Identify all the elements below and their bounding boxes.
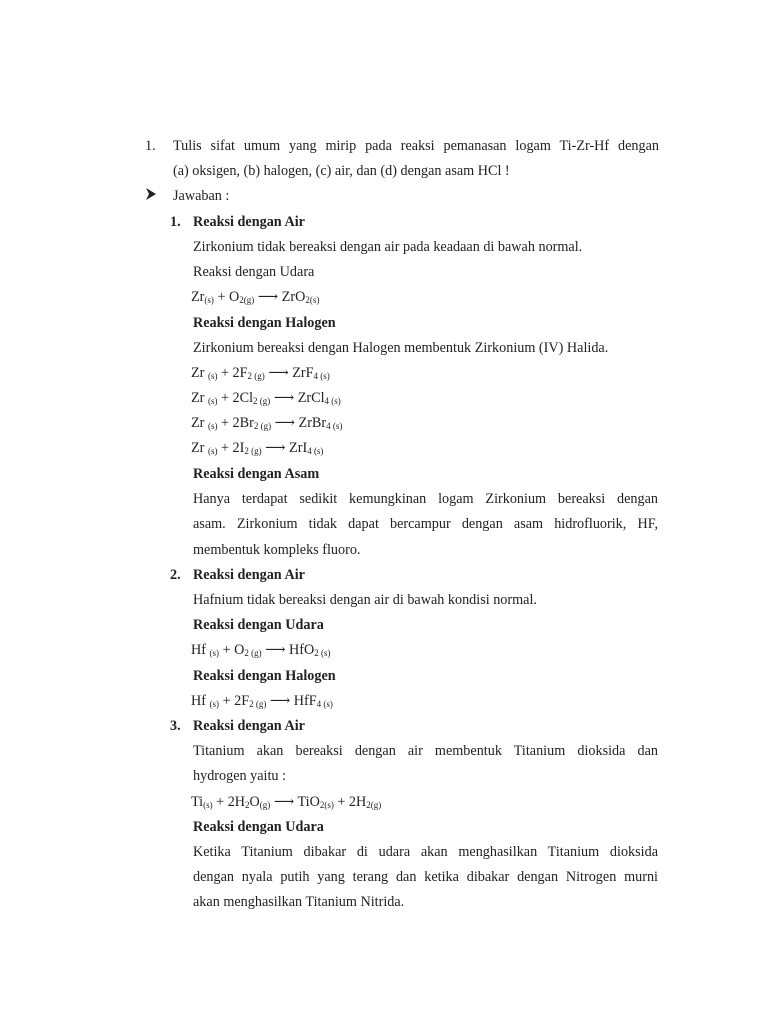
section-1-udara-heading: Reaksi dengan Udara xyxy=(193,264,315,280)
section-3-air-line: hydrogen yaitu : xyxy=(193,768,286,784)
section-1-halogen-text: Zirkonium bereaksi dengan Halogen membentuk Zirkonium (IV) Halida. xyxy=(193,340,609,356)
section-1-udara-equation: $Zr_{(s)} + O_{2(g)}$ ⟶ ZrO$_{2(s)}$ xyxy=(191,289,320,305)
section-2-heading: Reaksi dengan Air xyxy=(193,567,305,583)
section-1-heading: Reaksi dengan Air xyxy=(193,214,305,230)
question-line-2: (a) oksigen, (b) halogen, (c) air, dan (d) dengan asam HCl ! xyxy=(173,163,510,179)
section-2-udara-heading: Reaksi dengan Udara xyxy=(193,617,324,633)
section-1-number: 1. xyxy=(170,214,181,230)
section-1-halogen-equation: Zr $_{(s)} + 2Cl_{2 (g)}$ ⟶ ZrCl$_{4 (s)}$ xyxy=(191,390,341,406)
section-3-udara-line: akan menghasilkan Titanium Nitrida. xyxy=(193,894,405,910)
section-1-asam-line: membentuk kompleks fluoro. xyxy=(193,542,361,558)
section-1-asam-heading: Reaksi dengan Asam xyxy=(193,466,320,482)
answer-label: Jawaban : xyxy=(173,188,230,204)
section-1-asam-line: asam. Zirkonium tidak dapat bercampur dengan asam hidrofluorik, HF, xyxy=(193,516,658,532)
question-number: 1. xyxy=(145,138,156,154)
section-3-air-equation: $Ti_{(s)} + 2H_2O_{(g)}$ ⟶ $TiO_{2(s)} + 2H_{2(g)}$ xyxy=(191,794,382,810)
section-3-udara-line: dengan nyala putih yang terang dan ketika dibakar dengan Nitrogen murni xyxy=(193,869,658,885)
section-3-udara-line: Ketika Titanium dibakar di udara akan menghasilkan Titanium dioksida xyxy=(193,844,658,860)
section-2-number: 2. xyxy=(170,567,181,583)
section-2-halogen-heading: Reaksi dengan Halogen xyxy=(193,668,336,684)
section-1-halogen-equation: Zr $_{(s)} + 2F_{2 (g)}$ ⟶ ZrF$_{4 (s)}$ xyxy=(191,365,330,381)
section-3-heading: Reaksi dengan Air xyxy=(193,718,305,734)
arrowhead-bullet-icon xyxy=(145,187,157,206)
section-1-asam-line: Hanya terdapat sedikit kemungkinan logam Zirkonium bereaksi dengan xyxy=(193,491,658,507)
section-1-halogen-heading: Reaksi dengan Halogen xyxy=(193,315,336,331)
section-2-air-text: Hafnium tidak bereaksi dengan air di bawah kondisi normal. xyxy=(193,592,537,608)
section-1-halogen-equation: Zr $_{(s)} + 2I_{2 (g)}$ ⟶ ZrI$_{4 (s)}$ xyxy=(191,440,324,456)
section-1-air-text: Zirkonium tidak bereaksi dengan air pada keadaan di bawah normal. xyxy=(193,239,583,255)
section-3-air-line: Titanium akan bereaksi dengan air membentuk Titanium dioksida dan xyxy=(193,743,658,759)
section-2-udara-equation: Hf $_{(s)} + O_{2 (g)}$ ⟶ HfO$_{2 (s)}$ xyxy=(191,642,331,658)
question-line-1: Tulis sifat umum yang mirip pada reaksi pemanasan logam Ti-Zr-Hf dengan xyxy=(173,138,659,154)
section-3-udara-heading: Reaksi dengan Udara xyxy=(193,819,324,835)
section-1-halogen-equation: Zr $_{(s)} + 2Br_{2 (g)}$ ⟶ ZrBr$_{4 (s)}$ xyxy=(191,415,343,431)
section-2-halogen-equation: Hf $_{(s)} + 2F_{2 (g)}$ ⟶ HfF$_{4 (s)}$ xyxy=(191,693,333,709)
section-3-number: 3. xyxy=(170,718,181,734)
